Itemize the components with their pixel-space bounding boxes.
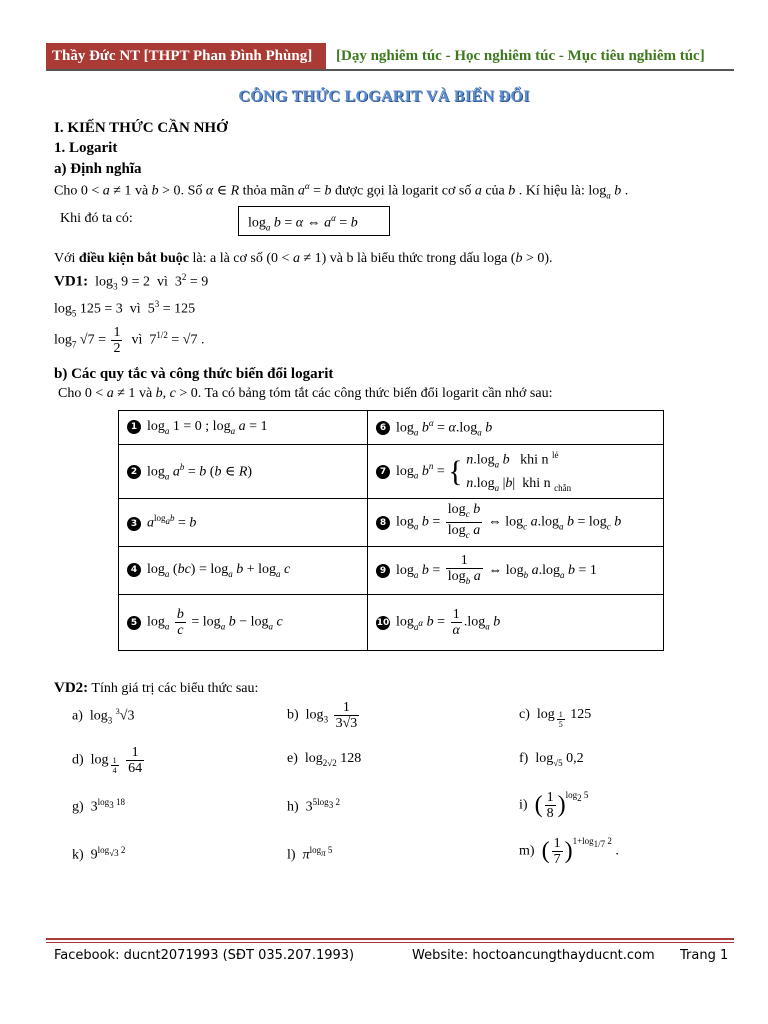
header-divider [46, 69, 734, 71]
table-row [119, 595, 664, 651]
condition-text: Với điều kiện bắt buộc là: a là cơ số (0 < a ≠ 1) và b là biểu thức trong dấu loga (b > 0). [54, 251, 553, 266]
rule-cell-1: 1 $\log_a 1 = 0$ ; $\log_a a = 1$ [119, 411, 368, 445]
footer-divider-thin [46, 942, 734, 943]
rule-cell-6: 6 $\log_a b^\alpha = \alpha.\log_a$ b [368, 411, 664, 445]
definition-text: Cho 0 < a ≠ 1 và b > 0. Số α ∈ R thỏa mãn $a^\alpha = b$ được gọi là logarit cơ số a của b . Kí hiệu là: $\log_a b$ . [54, 181, 629, 201]
rules-table [118, 410, 664, 651]
table-row [119, 547, 664, 595]
footer-divider [46, 938, 734, 940]
exercise-d: d) log $_{\frac{1}{4}}$ $\frac{1}{64}$ [72, 745, 143, 776]
rule-number: 10 [376, 617, 390, 628]
rules-intro: Cho 0 < a ≠ 1 và b, c > 0. Ta có bảng tóm tắt các công thức biến đổi logarit cần nhớ sau: [58, 386, 553, 401]
rule-number: 2 [127, 465, 141, 479]
rule-number: 7 [376, 465, 390, 479]
table-row [119, 499, 664, 547]
rule-number: 1 [127, 420, 141, 434]
rule-cell-9: 9 $\log_a b$ = $\frac{1}{\log_b a}$ ⇔ $\log_b a.\log_a$ b = 1 [368, 547, 664, 595]
rule-number: 9 [376, 564, 390, 578]
rule-cell-3: 3 $a^{log_ab} = b$ [119, 499, 368, 547]
exercise-i: i) ( $\frac{1}{8}$ )$^{log_2 5}$ [519, 790, 589, 821]
rule-cell-4: 4 $\log_a (bc) = \log_a b + \log_a c$ [119, 547, 368, 595]
vd1-line-3: $\log_7 √7$ = $\frac{1}{2}$ vì $7^{1/2} = √7$ . [54, 325, 205, 356]
exercise-f: f) $\log_{√5} 0,2$ [519, 751, 584, 768]
exercise-c: c) log $_{\frac{1}{5}}$ 125 [519, 707, 592, 730]
rule-cell-10: 10 $\log_{a^\alpha} b$ = $\frac{1}{\alpha}$ $.\log_a$ b [368, 595, 664, 651]
rule-number: 5 [127, 616, 141, 630]
rule-number: 6 [376, 421, 390, 435]
rule-cell-2: 2 $\log_a a^b = b$ (b ∈ R) [119, 445, 368, 499]
table-row [119, 445, 664, 499]
footer-facebook: Facebook: ducnt2071993 (SĐT 035.207.1993) [54, 948, 355, 963]
rules-heading: b) Các quy tắc và công thức biến đổi logarit [54, 366, 334, 382]
rule-number: 8 [376, 516, 390, 530]
exercise-g: g) $3^{log_3 18}$ [72, 797, 125, 815]
definition-formula: $\log_a b = \alpha$ ⇔ $a^\alpha = b$ [248, 213, 358, 233]
rule-cell-5: 5 $\log_a$ $\frac{b}{c}$ = $\log_a b - \log_a c$ [119, 595, 368, 651]
definition-heading: a) Định nghĩa [54, 161, 142, 177]
vd1-line-2: $\log_5 125 = 3$ vì $5^3 = 125$ [54, 299, 196, 319]
exercise-k: k) $9^{log_{√3} 2}$ [72, 845, 126, 863]
page-title: CÔNG THỨC LOGARIT VÀ BIẾN ĐỔI [238, 88, 530, 105]
footer-website: Website: hoctoancungthayducnt.com [412, 948, 655, 963]
exercise-h: h) $3^{5log_3 2}$ [287, 797, 340, 815]
rule-cell-8: 8 $\log_a b$ = $\frac{\log_c b}{\log_c a}$ ⇔ $\log_c a.\log_a$ $b = \log_c b$ [368, 499, 664, 547]
vd2-heading: VD2: Tính giá trị các biểu thức sau: [54, 680, 259, 696]
exercise-a: a) $\log_3 ^3√3$ [72, 707, 135, 726]
section-heading: I. KIẾN THỨC CẦN NHỚ [54, 120, 228, 136]
vd1-line-1: VD1: $\log_3 9 = 2$ vì $3^2 = 9$ [54, 272, 209, 292]
exercise-e: e) $\log_{2√2} 128$ [287, 751, 362, 768]
rule-number: 3 [127, 517, 141, 531]
exercise-b: b) $\log_3$ $\frac{1}{3√3}$ [287, 700, 358, 731]
exercise-m: m) ( $\frac{1}{7}$ )$^{1+log_{1/7} 2}$ . [519, 836, 619, 867]
table-row [119, 411, 664, 445]
rule-number: 4 [127, 563, 141, 577]
khi-do-text: Khi đó ta có: [60, 211, 133, 226]
footer-page-number: Trang 1 [680, 948, 729, 963]
rule-cell-7: 7 $\log_a b^n$ = { $n.\log_a$ b khi n $^{lẻ}$ $n.\log_a$ |b| khi n $_{chẵn}$ [368, 445, 664, 499]
exercise-l: l) $\pi^{log_\pi 5}$ [287, 845, 333, 863]
header-author-box: Thầy Đức NT [THPT Phan Đình Phùng] [46, 43, 326, 69]
header-motto: [Dạy nghiêm túc - Học nghiêm túc - Mục tiêu nghiêm túc] [336, 48, 705, 64]
subsection-heading: 1. Logarit [54, 140, 118, 156]
